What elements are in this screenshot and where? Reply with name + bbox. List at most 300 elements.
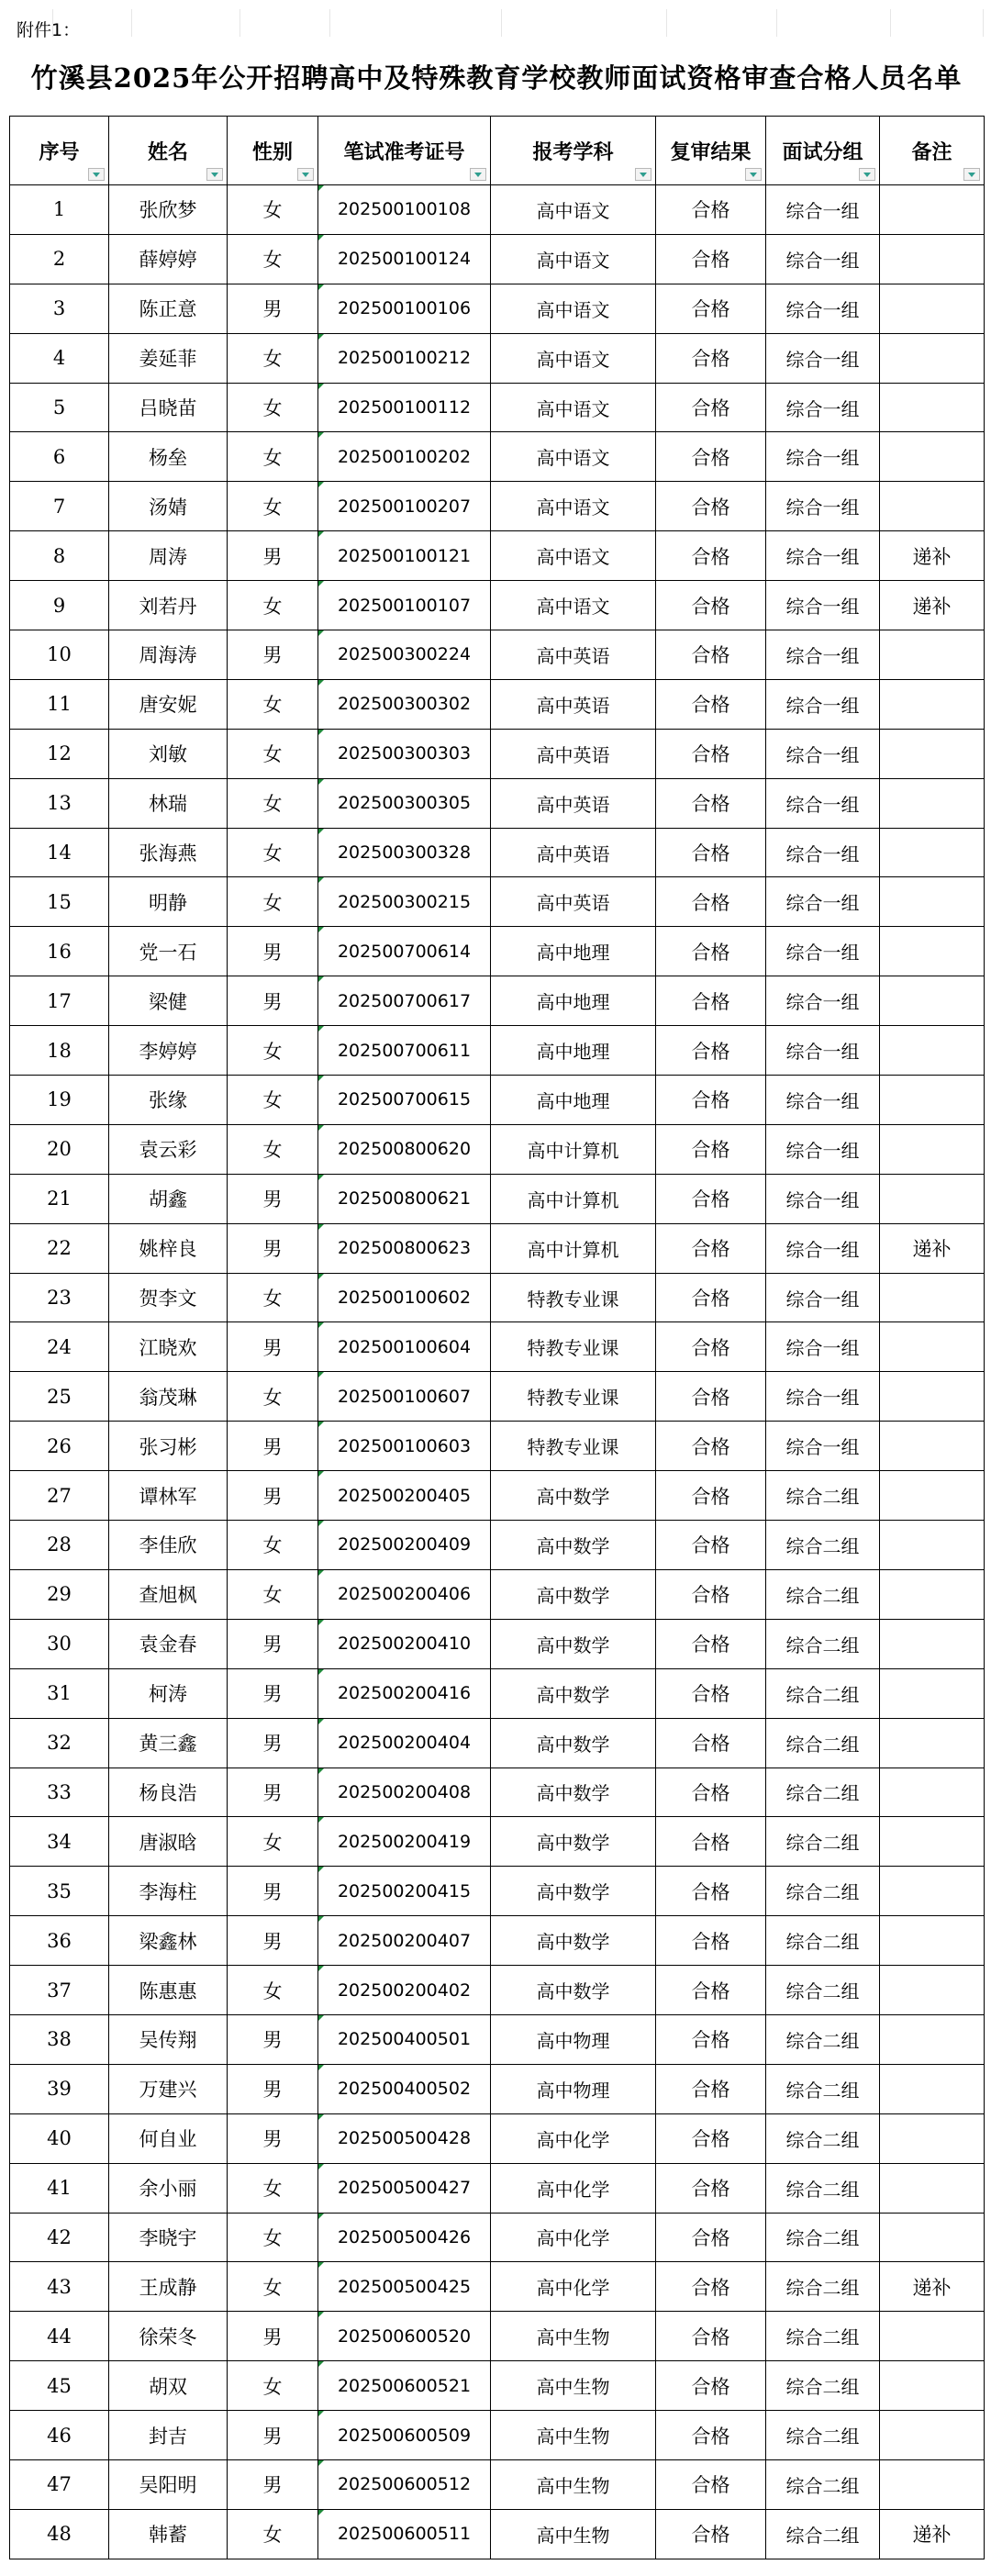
cell-seq: 5	[10, 383, 109, 432]
cell-interview-group: 综合一组	[766, 482, 880, 531]
cell-name: 张欣梦	[109, 185, 228, 235]
cell-name: 李婷婷	[109, 1026, 228, 1076]
cell-review-result: 合格	[656, 2213, 766, 2262]
cell-gender: 女	[228, 234, 318, 284]
cell-seq: 25	[10, 1372, 109, 1422]
cell-review-result: 合格	[656, 1521, 766, 1570]
cell-review-result: 合格	[656, 2361, 766, 2411]
cell-gender: 女	[228, 1372, 318, 1422]
cell-remark	[880, 1966, 985, 2015]
cell-seq: 30	[10, 1619, 109, 1668]
cell-ticket-number: 202500800623	[318, 1223, 491, 1273]
cell-remark	[880, 679, 985, 729]
cell-review-result: 合格	[656, 1916, 766, 1966]
cell-seq: 26	[10, 1422, 109, 1471]
cell-ticket-number: 202500800620	[318, 1124, 491, 1174]
cell-remark	[880, 2361, 985, 2411]
table-row	[10, 1372, 985, 1422]
cell-ticket-number: 202500100107	[318, 581, 491, 630]
cell-seq: 44	[10, 2312, 109, 2361]
table-row	[10, 234, 985, 284]
cell-gender: 男	[228, 1668, 318, 1718]
cell-remark: 递补	[880, 581, 985, 630]
cell-seq: 16	[10, 927, 109, 976]
cell-remark	[880, 2014, 985, 2064]
cell-subject: 高中生物	[491, 2411, 656, 2460]
cell-subject: 高中数学	[491, 1619, 656, 1668]
cell-seq: 32	[10, 1718, 109, 1768]
cell-seq: 24	[10, 1322, 109, 1372]
cell-review-result: 合格	[656, 1422, 766, 1471]
cell-interview-group: 综合二组	[766, 1867, 880, 1916]
attachment-label: 附件1：	[17, 20, 81, 40]
cell-seq: 36	[10, 1916, 109, 1966]
table-row	[10, 1768, 985, 1817]
cell-interview-group: 综合二组	[766, 2213, 880, 2262]
table-header-row	[10, 117, 985, 185]
cell-seq: 31	[10, 1668, 109, 1718]
cell-ticket-number: 202500500427	[318, 2163, 491, 2213]
cell-gender: 男	[228, 284, 318, 333]
cell-name: 徐荣冬	[109, 2312, 228, 2361]
column-header-gender	[228, 117, 318, 185]
cell-remark	[880, 2213, 985, 2262]
cell-gender: 女	[228, 1124, 318, 1174]
cell-gender: 男	[228, 2312, 318, 2361]
cell-remark	[880, 1521, 985, 1570]
cell-name: 李海柱	[109, 1867, 228, 1916]
cell-remark	[880, 778, 985, 828]
table-row	[10, 729, 985, 778]
cell-ticket-number: 202500300224	[318, 630, 491, 680]
cell-seq: 43	[10, 2262, 109, 2312]
cell-name: 杨垒	[109, 432, 228, 482]
cell-gender: 男	[228, 1322, 318, 1372]
cell-seq: 19	[10, 1076, 109, 1125]
cell-seq: 21	[10, 1174, 109, 1223]
cell-name: 吴阳明	[109, 2459, 228, 2509]
cell-name: 江晓欢	[109, 1322, 228, 1372]
table-row	[10, 531, 985, 581]
cell-ticket-number: 202500100604	[318, 1322, 491, 1372]
cell-ticket-number: 202500700614	[318, 927, 491, 976]
cell-name: 柯涛	[109, 1668, 228, 1718]
table-row	[10, 877, 985, 927]
cell-review-result: 合格	[656, 778, 766, 828]
cell-gender: 女	[228, 2213, 318, 2262]
cell-ticket-number: 202500200406	[318, 1569, 491, 1619]
cell-subject: 高中数学	[491, 1966, 656, 2015]
cell-gender: 女	[228, 778, 318, 828]
cell-name: 李佳欣	[109, 1521, 228, 1570]
cell-ticket-number: 202500100607	[318, 1372, 491, 1422]
cell-subject: 特教专业课	[491, 1273, 656, 1322]
cell-review-result: 合格	[656, 1966, 766, 2015]
cell-subject: 高中地理	[491, 1076, 656, 1125]
cell-name: 胡双	[109, 2361, 228, 2411]
cell-remark	[880, 2163, 985, 2213]
table-row	[10, 1124, 985, 1174]
cell-name: 党一石	[109, 927, 228, 976]
cell-gender: 女	[228, 432, 318, 482]
cell-remark	[880, 976, 985, 1026]
filter-dropdown-icon[interactable]	[963, 168, 980, 181]
cell-review-result: 合格	[656, 2163, 766, 2213]
table-row	[10, 284, 985, 333]
column-header-seq	[10, 117, 109, 185]
cell-name: 袁金春	[109, 1619, 228, 1668]
cell-subject: 高中化学	[491, 2213, 656, 2262]
cell-gender: 男	[228, 531, 318, 581]
cell-remark	[880, 1174, 985, 1223]
filter-dropdown-icon[interactable]	[470, 168, 486, 181]
cell-remark	[880, 1916, 985, 1966]
cell-seq: 1	[10, 185, 109, 235]
cell-review-result: 合格	[656, 2411, 766, 2460]
cell-name: 贺李文	[109, 1273, 228, 1322]
cell-name: 明静	[109, 877, 228, 927]
cell-seq: 29	[10, 1569, 109, 1619]
cell-review-result: 合格	[656, 2509, 766, 2559]
cell-gender: 女	[228, 1521, 318, 1570]
cell-interview-group: 综合二组	[766, 2361, 880, 2411]
cell-review-result: 合格	[656, 1867, 766, 1916]
cell-name: 张海燕	[109, 828, 228, 877]
cell-remark	[880, 2113, 985, 2163]
cell-name: 王成静	[109, 2262, 228, 2312]
cell-remark	[880, 2064, 985, 2113]
cell-seq: 34	[10, 1817, 109, 1867]
table-row	[10, 2312, 985, 2361]
cell-name: 谭林军	[109, 1471, 228, 1521]
cell-remark	[880, 1619, 985, 1668]
cell-name: 陈正意	[109, 284, 228, 333]
cell-gender: 男	[228, 1916, 318, 1966]
table-row	[10, 1619, 985, 1668]
cell-name: 薛婷婷	[109, 234, 228, 284]
cell-seq: 20	[10, 1124, 109, 1174]
cell-ticket-number: 202500100108	[318, 185, 491, 235]
table-row	[10, 2014, 985, 2064]
cell-name: 何自业	[109, 2113, 228, 2163]
filter-dropdown-icon[interactable]	[745, 168, 762, 181]
cell-ticket-number: 202500100121	[318, 531, 491, 581]
cell-name: 梁健	[109, 976, 228, 1026]
cell-ticket-number: 202500400502	[318, 2064, 491, 2113]
cell-seq: 46	[10, 2411, 109, 2460]
table-row	[10, 1223, 985, 1273]
table-row	[10, 1422, 985, 1471]
cell-seq: 12	[10, 729, 109, 778]
cell-name: 林瑞	[109, 778, 228, 828]
cell-seq: 38	[10, 2014, 109, 2064]
cell-ticket-number: 202500500426	[318, 2213, 491, 2262]
cell-seq: 48	[10, 2509, 109, 2559]
table-row	[10, 1521, 985, 1570]
cell-remark	[880, 284, 985, 333]
column-header-review-result	[656, 117, 766, 185]
cell-gender: 女	[228, 185, 318, 235]
table-row	[10, 828, 985, 877]
cell-ticket-number: 202500100112	[318, 383, 491, 432]
cell-name: 翁茂琳	[109, 1372, 228, 1422]
cell-interview-group: 综合二组	[766, 1817, 880, 1867]
filter-dropdown-icon[interactable]	[297, 168, 314, 181]
cell-subject: 高中物理	[491, 2014, 656, 2064]
cell-review-result: 合格	[656, 432, 766, 482]
cell-gender: 女	[228, 581, 318, 630]
filter-dropdown-icon[interactable]	[635, 168, 651, 181]
cell-subject: 高中数学	[491, 1768, 656, 1817]
cell-ticket-number: 202500200405	[318, 1471, 491, 1521]
filter-dropdown-icon[interactable]	[88, 168, 105, 181]
cell-review-result: 合格	[656, 2014, 766, 2064]
table-row	[10, 2113, 985, 2163]
cell-seq: 45	[10, 2361, 109, 2411]
cell-review-result: 合格	[656, 1768, 766, 1817]
cell-review-result: 合格	[656, 1471, 766, 1521]
cell-remark	[880, 1471, 985, 1521]
cell-interview-group: 综合一组	[766, 581, 880, 630]
cell-gender: 女	[228, 2163, 318, 2213]
cell-subject: 高中生物	[491, 2312, 656, 2361]
cell-review-result: 合格	[656, 976, 766, 1026]
cell-interview-group: 综合二组	[766, 2064, 880, 2113]
cell-remark	[880, 1124, 985, 1174]
cell-remark	[880, 234, 985, 284]
cell-interview-group: 综合一组	[766, 531, 880, 581]
cell-ticket-number: 202500300215	[318, 877, 491, 927]
cell-gender: 女	[228, 877, 318, 927]
cell-interview-group: 综合二组	[766, 2312, 880, 2361]
cell-subject: 高中英语	[491, 877, 656, 927]
cell-ticket-number: 202500100603	[318, 1422, 491, 1471]
table-row	[10, 2163, 985, 2213]
cell-interview-group: 综合一组	[766, 828, 880, 877]
cell-subject: 高中英语	[491, 729, 656, 778]
cell-remark	[880, 1322, 985, 1372]
cell-subject: 高中语文	[491, 333, 656, 383]
cell-seq: 35	[10, 1867, 109, 1916]
cell-interview-group: 综合一组	[766, 630, 880, 680]
cell-subject: 高中语文	[491, 482, 656, 531]
cell-remark: 递补	[880, 531, 985, 581]
cell-review-result: 合格	[656, 2113, 766, 2163]
table-row	[10, 1817, 985, 1867]
cell-interview-group: 综合一组	[766, 778, 880, 828]
table-row	[10, 976, 985, 1026]
cell-review-result: 合格	[656, 1817, 766, 1867]
table-row	[10, 630, 985, 680]
table-row	[10, 1076, 985, 1125]
cell-remark	[880, 2411, 985, 2460]
cell-seq: 37	[10, 1966, 109, 2015]
cell-remark	[880, 828, 985, 877]
cell-subject: 高中生物	[491, 2509, 656, 2559]
cell-ticket-number: 202500300302	[318, 679, 491, 729]
cell-remark	[880, 729, 985, 778]
cell-review-result: 合格	[656, 2064, 766, 2113]
column-header-label: 复审结果	[670, 139, 752, 164]
cell-review-result: 合格	[656, 234, 766, 284]
table-row	[10, 1718, 985, 1768]
cell-seq: 14	[10, 828, 109, 877]
column-header-ticket-number	[318, 117, 491, 185]
cell-ticket-number: 202500200415	[318, 1867, 491, 1916]
cell-review-result: 合格	[656, 1174, 766, 1223]
cell-seq: 11	[10, 679, 109, 729]
cell-interview-group: 综合二组	[766, 1916, 880, 1966]
column-header-label: 序号	[39, 139, 80, 164]
cell-interview-group: 综合二组	[766, 1718, 880, 1768]
table-row	[10, 1916, 985, 1966]
cell-name: 张习彬	[109, 1422, 228, 1471]
cell-name: 唐淑晗	[109, 1817, 228, 1867]
cell-subject: 高中地理	[491, 1026, 656, 1076]
cell-interview-group: 综合一组	[766, 976, 880, 1026]
cell-ticket-number: 202500300305	[318, 778, 491, 828]
cell-interview-group: 综合二组	[766, 2459, 880, 2509]
cell-seq: 6	[10, 432, 109, 482]
cell-remark	[880, 1273, 985, 1322]
cell-name: 李晓宇	[109, 2213, 228, 2262]
cell-name: 吴传翔	[109, 2014, 228, 2064]
cell-review-result: 合格	[656, 1124, 766, 1174]
cell-interview-group: 综合二组	[766, 1668, 880, 1718]
cell-ticket-number: 202500100602	[318, 1273, 491, 1322]
filter-dropdown-icon[interactable]	[859, 168, 875, 181]
table-row	[10, 1569, 985, 1619]
cell-gender: 男	[228, 2014, 318, 2064]
cell-gender: 女	[228, 482, 318, 531]
cell-subject: 高中语文	[491, 531, 656, 581]
cell-seq: 13	[10, 778, 109, 828]
filter-dropdown-icon[interactable]	[206, 168, 223, 181]
cell-interview-group: 综合一组	[766, 1076, 880, 1125]
cell-subject: 高中数学	[491, 1718, 656, 1768]
table-row	[10, 2213, 985, 2262]
table-row	[10, 1174, 985, 1223]
column-header-name	[109, 117, 228, 185]
column-header-label: 姓名	[147, 139, 188, 164]
cell-seq: 22	[10, 1223, 109, 1273]
cell-interview-group: 综合一组	[766, 284, 880, 333]
cell-gender: 男	[228, 1223, 318, 1273]
cell-remark	[880, 1718, 985, 1768]
cell-ticket-number: 202500800621	[318, 1174, 491, 1223]
cell-interview-group: 综合二组	[766, 2163, 880, 2213]
cell-ticket-number: 202500100212	[318, 333, 491, 383]
cell-seq: 15	[10, 877, 109, 927]
cell-gender: 男	[228, 1718, 318, 1768]
table-row	[10, 1322, 985, 1372]
cell-gender: 女	[228, 383, 318, 432]
cell-gender: 男	[228, 927, 318, 976]
cell-seq: 40	[10, 2113, 109, 2163]
cell-seq: 27	[10, 1471, 109, 1521]
cell-seq: 28	[10, 1521, 109, 1570]
cell-ticket-number: 202500200407	[318, 1916, 491, 1966]
cell-remark	[880, 333, 985, 383]
cell-subject: 高中英语	[491, 630, 656, 680]
cell-seq: 17	[10, 976, 109, 1026]
cell-review-result: 合格	[656, 284, 766, 333]
cell-review-result: 合格	[656, 877, 766, 927]
cell-review-result: 合格	[656, 333, 766, 383]
cell-subject: 高中化学	[491, 2262, 656, 2312]
cell-seq: 3	[10, 284, 109, 333]
cell-ticket-number: 202500600512	[318, 2459, 491, 2509]
cell-interview-group: 综合一组	[766, 877, 880, 927]
cell-ticket-number: 202500300303	[318, 729, 491, 778]
gridlines	[9, 9, 984, 37]
cell-review-result: 合格	[656, 531, 766, 581]
cell-review-result: 合格	[656, 482, 766, 531]
cell-remark	[880, 1817, 985, 1867]
cell-interview-group: 综合一组	[766, 1124, 880, 1174]
cell-seq: 8	[10, 531, 109, 581]
cell-subject: 高中计算机	[491, 1174, 656, 1223]
cell-subject: 高中地理	[491, 927, 656, 976]
page-title: 竹溪县2025年公开招聘高中及特殊教育学校教师面试资格审查合格人员名单	[30, 61, 963, 94]
cell-subject: 高中数学	[491, 1521, 656, 1570]
cell-subject: 高中数学	[491, 1569, 656, 1619]
cell-gender: 女	[228, 2361, 318, 2411]
cell-seq: 9	[10, 581, 109, 630]
cell-subject: 高中语文	[491, 432, 656, 482]
cell-interview-group: 综合一组	[766, 679, 880, 729]
cell-ticket-number: 202500200404	[318, 1718, 491, 1768]
cell-gender: 女	[228, 1076, 318, 1125]
table-row	[10, 2064, 985, 2113]
cell-ticket-number: 202500700615	[318, 1076, 491, 1125]
cell-interview-group: 综合二组	[766, 2014, 880, 2064]
cell-name: 刘敏	[109, 729, 228, 778]
cell-interview-group: 综合一组	[766, 234, 880, 284]
cell-ticket-number: 202500200416	[318, 1668, 491, 1718]
table-row	[10, 1867, 985, 1916]
table-row	[10, 2262, 985, 2312]
cell-interview-group: 综合一组	[766, 333, 880, 383]
cell-review-result: 合格	[656, 1569, 766, 1619]
column-header-label: 性别	[251, 139, 293, 164]
cell-gender: 女	[228, 729, 318, 778]
cell-subject: 高中计算机	[491, 1124, 656, 1174]
column-header-label: 报考学科	[532, 139, 614, 164]
cell-interview-group: 综合一组	[766, 185, 880, 235]
cell-review-result: 合格	[656, 383, 766, 432]
cell-interview-group: 综合二组	[766, 2262, 880, 2312]
cell-seq: 39	[10, 2064, 109, 2113]
cell-review-result: 合格	[656, 1223, 766, 1273]
cell-interview-group: 综合一组	[766, 1273, 880, 1322]
cell-review-result: 合格	[656, 729, 766, 778]
table-row	[10, 333, 985, 383]
cell-remark	[880, 1569, 985, 1619]
cell-remark: 递补	[880, 2262, 985, 2312]
cell-name: 周涛	[109, 531, 228, 581]
table-row	[10, 679, 985, 729]
cell-gender: 女	[228, 1569, 318, 1619]
cell-subject: 高中数学	[491, 1668, 656, 1718]
cell-review-result: 合格	[656, 185, 766, 235]
cell-review-result: 合格	[656, 2459, 766, 2509]
cell-seq: 18	[10, 1026, 109, 1076]
cell-subject: 特教专业课	[491, 1372, 656, 1422]
candidate-table	[9, 116, 985, 2559]
cell-seq: 4	[10, 333, 109, 383]
cell-ticket-number: 202500500425	[318, 2262, 491, 2312]
